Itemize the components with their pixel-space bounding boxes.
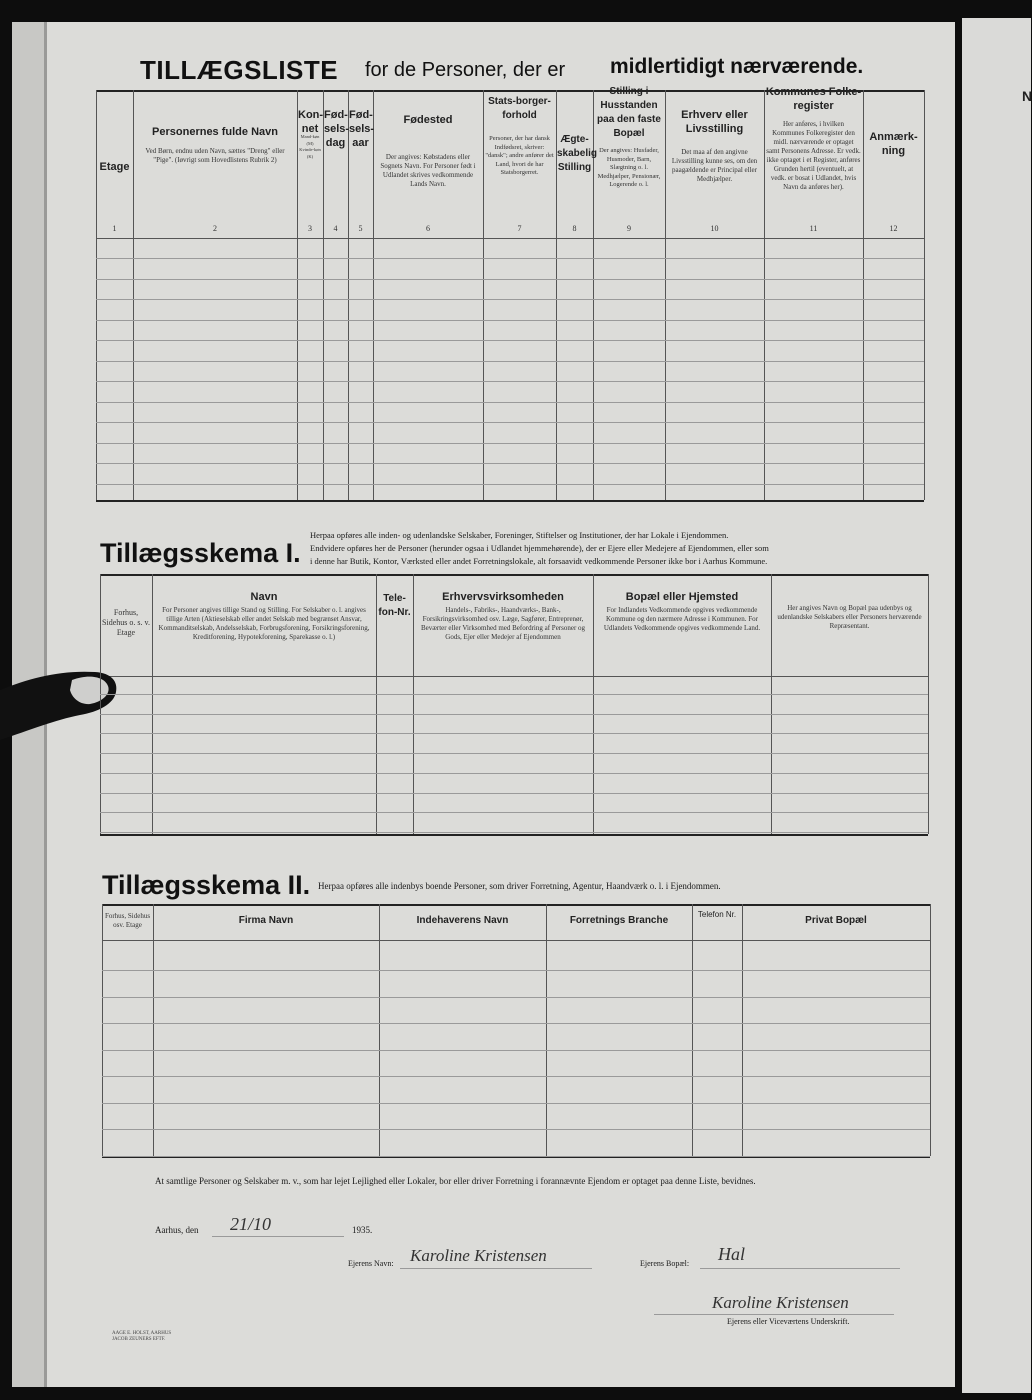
skema2-row-rule xyxy=(102,1103,930,1104)
list-row-rule xyxy=(96,422,924,423)
list-col-header: Etage xyxy=(99,161,130,173)
list-col-number: 11 xyxy=(809,224,818,233)
skema1-col-rule xyxy=(593,574,594,834)
list-col-header: Fødested xyxy=(403,114,453,126)
skema1-col-rule xyxy=(771,574,772,834)
title-emphasis: midlertidigt nærværende. xyxy=(610,55,864,78)
list-col-rule xyxy=(373,90,374,500)
skema1-col-note: For Indlandets Vedkommende opgives vedkommende Kommune og den nærmere Adresse i Kommunen. For Udlandets Vedkommende opgives vedkommende Land. xyxy=(603,606,761,632)
skema1-row-rule xyxy=(100,793,928,794)
skema2-col-rule xyxy=(102,904,103,1156)
skema1-desc-3: i denne har Butik, Kontor, Værksted eller andet Forretningslokale, alt forsaavidt vedkommende Personer ikke bor i Aarhus Kommune. xyxy=(310,556,768,566)
list-header-bottom xyxy=(96,238,924,239)
list-col-header: Ægte-skabelig Stilling xyxy=(557,134,598,173)
skema2-desc: Herpaa opføres alle indenbys boende Personer, som driver Forretning, Agentur, Haandværk o. l. i Ejendommen. xyxy=(318,881,721,891)
list-bottom-rule xyxy=(96,500,924,502)
list-col-note: Det maa af den angivne Livsstilling kunne ses, om den paagældende er Principal eller Medhjælper. xyxy=(671,148,758,183)
printer-mark-line-2: JACOB ZEUNERS EFTF. xyxy=(112,1337,166,1342)
owner-name-line xyxy=(400,1268,592,1269)
skema2-row-rule xyxy=(102,997,930,998)
printer-mark-line-1: AAGE E. HOLST, AARHUS xyxy=(112,1331,172,1336)
list-col-rule xyxy=(323,90,324,500)
list-col-number: 8 xyxy=(572,224,577,233)
owner-address-handwritten: Hal xyxy=(718,1244,745,1264)
year-label: 1935. xyxy=(352,1225,373,1235)
list-row-rule xyxy=(96,484,924,485)
list-row-rule xyxy=(96,463,924,464)
list-col-header: Stats-borger-forhold xyxy=(488,96,551,121)
skema1-col-note: Her angives Navn og Bopæl paa udenbys og udenlandske Selskabers eller Personers herværende Repræsentant. xyxy=(777,604,922,630)
skema2-col-rule xyxy=(546,904,547,1156)
skema2-row-rule xyxy=(102,970,930,971)
thumb-shape xyxy=(0,660,125,740)
signature-line xyxy=(654,1314,894,1315)
list-col-number: 12 xyxy=(889,224,898,233)
list-row-rule xyxy=(96,279,924,280)
list-col-header: Anmærk-ning xyxy=(869,131,918,157)
skema1-row-rule xyxy=(100,753,928,754)
list-col-header: Stilling i Husstanden paa den faste Bopæl xyxy=(597,86,661,139)
skema2-row-rule xyxy=(102,1156,930,1157)
skema2-col-rule xyxy=(379,904,380,1156)
skema1-col-rule xyxy=(152,574,153,834)
list-col-note: Her anføres, i hvilken Kommunes Folkeregister den midl. nærværende er optaget samt Personens Adresse. Er vedk. ikke optaget i et Register, anføres Grunden hertil (eventuelt, at vedk. er bosat i Udlandet, hvis Navn da anføres her). xyxy=(766,120,861,191)
skema1-col-note: Handels-, Fabriks-, Haandværks-, Bank-, Forsikringsvirksomhed osv. Læge, Sagfører, Entreprenør, Beværter eller Virksomhed med Befordring af Personer og Gods, Ejer eller Medejer af Ejendommen xyxy=(420,606,586,641)
list-row-rule xyxy=(96,340,924,341)
attestation-text: At samtlige Personer og Selskaber m. v., som har lejet Lejlighed eller Lokaler, bor eller driver Forretning i forannævnte Ejendom er optaget paa denne Liste, bevidnes. xyxy=(155,1176,756,1186)
list-col-header: Kommunes Folke-register xyxy=(765,86,862,112)
list-col-rule xyxy=(297,90,298,500)
skema2-col-header: Forretnings Branche xyxy=(569,915,669,926)
list-col-note: Mand-køn (M) Kvinde-køn (K) xyxy=(299,134,321,159)
skema2-col-rule xyxy=(930,904,931,1156)
skema2-row-rule xyxy=(102,1129,930,1130)
owner-address-line xyxy=(700,1268,900,1269)
skema1-col-note: For Personer angives tillige Stand og Stilling. For Selskaber o. l. angives tillige Arten (Aktieselskab eller andet Selskab med begrænset Ansvar, Kommanditselskab, Andelsselskab, Forbrugsforening, Forsikringsforening, Kreditforening, Hypotekforening, Sparekasse o. l.) xyxy=(158,606,370,641)
facing-page-letter: N xyxy=(1022,88,1032,104)
list-col-note: Der angives: Købstadens eller Sognets Navn. For Personer født i Udlandet skrives vedkommende Lands Navn. xyxy=(380,153,476,188)
skema1-row-rule xyxy=(100,694,928,695)
skema2-col-rule xyxy=(742,904,743,1156)
skema2-header-bottom xyxy=(102,940,930,941)
list-col-rule xyxy=(483,90,484,500)
list-row-rule xyxy=(96,361,924,362)
place-label: Aarhus, den xyxy=(155,1225,199,1235)
skema1-row-rule xyxy=(100,832,928,833)
list-col-number: 4 xyxy=(333,224,338,233)
date-line xyxy=(212,1236,344,1237)
title-rest: for de Personer, der er xyxy=(365,59,566,81)
skema1-header-bottom xyxy=(100,676,928,677)
list-col-header: Fød-sels-dag xyxy=(324,109,350,149)
skema1-top-rule xyxy=(100,574,928,576)
skema2-row-rule xyxy=(102,1076,930,1077)
skema1-row-rule xyxy=(100,812,928,813)
list-col-note: Personer, der har dansk Indfødsret, skriver: "dansk"; andre anfører det Land, hvori de har Statsborgerret. xyxy=(485,135,554,176)
list-col-number: 5 xyxy=(358,224,363,233)
skema1-col-header: Tele-fon-Nr. xyxy=(378,593,411,618)
skema1-col-note: Forhus, Sidehus o. s. v. Etage xyxy=(102,608,150,637)
list-col-note: Ved Børn, endnu uden Navn, sættes "Dreng" eller "Pige". (Iøvrigt som Hovedlistens Rubrik 2) xyxy=(145,147,285,164)
list-col-rule xyxy=(348,90,349,500)
skema2-col-header: Privat Bopæl xyxy=(805,915,867,926)
list-row-rule xyxy=(96,443,924,444)
skema1-desc-1: Herpaa opføres alle inden- og udenlandske Selskaber, Foreninger, Stiftelser og Institutioner, der har Lokale i Ejendommen. xyxy=(310,530,729,540)
owner-name-label: Ejerens Navn: xyxy=(348,1259,394,1268)
skema2-row-rule xyxy=(102,1023,930,1024)
list-row-rule xyxy=(96,381,924,382)
skema2-col-header: Telefon Nr. xyxy=(697,910,737,919)
list-col-number: 7 xyxy=(517,224,522,233)
skema1-title: Tillægsskema I. xyxy=(100,538,301,568)
list-row-rule xyxy=(96,299,924,300)
skema2-top-rule xyxy=(102,904,930,906)
skema1-row-rule xyxy=(100,714,928,715)
skema1-bottom-rule xyxy=(100,834,928,836)
skema1-col-header: Erhvervsvirksomheden xyxy=(442,591,564,603)
list-col-header: Fød-sels-aar xyxy=(349,109,375,149)
skema2-col-note: Forhus, Sidehus osv. Etage xyxy=(104,912,151,929)
skema1-col-rule xyxy=(928,574,929,834)
list-col-rule xyxy=(133,90,134,500)
skema1-col-header: Navn xyxy=(250,591,278,603)
list-row-rule xyxy=(96,320,924,321)
date-handwritten: 21/10 xyxy=(230,1214,272,1234)
list-col-header: Kon-net xyxy=(298,109,324,135)
signature-handwritten: Karoline Kristensen xyxy=(712,1293,849,1312)
skema2-col-header: Firma Navn xyxy=(238,915,294,926)
facing-page xyxy=(962,18,1031,1393)
skema1-col-header: Bopæl eller Hjemsted xyxy=(625,591,739,603)
list-col-number: 2 xyxy=(213,224,217,233)
skema1-col-rule xyxy=(413,574,414,834)
skema2-col-rule xyxy=(692,904,693,1156)
printer-mark xyxy=(112,1331,171,1343)
skema2-row-rule xyxy=(102,1050,930,1051)
page-title: TILLÆGSLISTE xyxy=(140,55,339,85)
list-col-number: 10 xyxy=(710,224,719,233)
owner-address-label: Ejerens Bopæl: xyxy=(640,1259,690,1268)
list-col-rule xyxy=(764,90,765,500)
skema2-col-rule xyxy=(153,904,154,1156)
list-row-rule xyxy=(96,402,924,403)
list-col-rule xyxy=(665,90,666,500)
skema1-desc-2: Endvidere opføres her de Personer (herunder ogsaa i Udlandet hjemmehørende), der er Ejere eller Medejere af Ejendommen, eller som xyxy=(310,543,769,553)
list-row-rule xyxy=(96,258,924,259)
list-col-rule xyxy=(924,90,925,500)
skema2-title: Tillægsskema II. xyxy=(102,870,311,900)
list-col-header: Personernes fulde Navn xyxy=(152,126,278,138)
skema1-col-rule xyxy=(100,574,101,834)
skema2-col-header: Indehaverens Navn xyxy=(416,915,509,926)
list-col-number: 6 xyxy=(426,224,430,233)
skema1-row-rule xyxy=(100,773,928,774)
skema1-row-rule xyxy=(100,733,928,734)
list-col-number: 1 xyxy=(112,224,117,233)
list-col-rule xyxy=(96,90,97,500)
list-col-number: 3 xyxy=(308,224,312,233)
list-col-note: Der angives: Husfader, Husmoder, Barn, Slægtning o. l. Medhjælper, Pensionær, Logerende o. l. xyxy=(597,147,661,188)
list-col-header: Erhverv eller Livsstilling xyxy=(681,109,748,135)
signature-label: Ejerens eller Viceværtens Underskrift. xyxy=(727,1317,850,1326)
owner-name-handwritten: Karoline Kristensen xyxy=(410,1246,547,1265)
list-col-number: 9 xyxy=(627,224,631,233)
